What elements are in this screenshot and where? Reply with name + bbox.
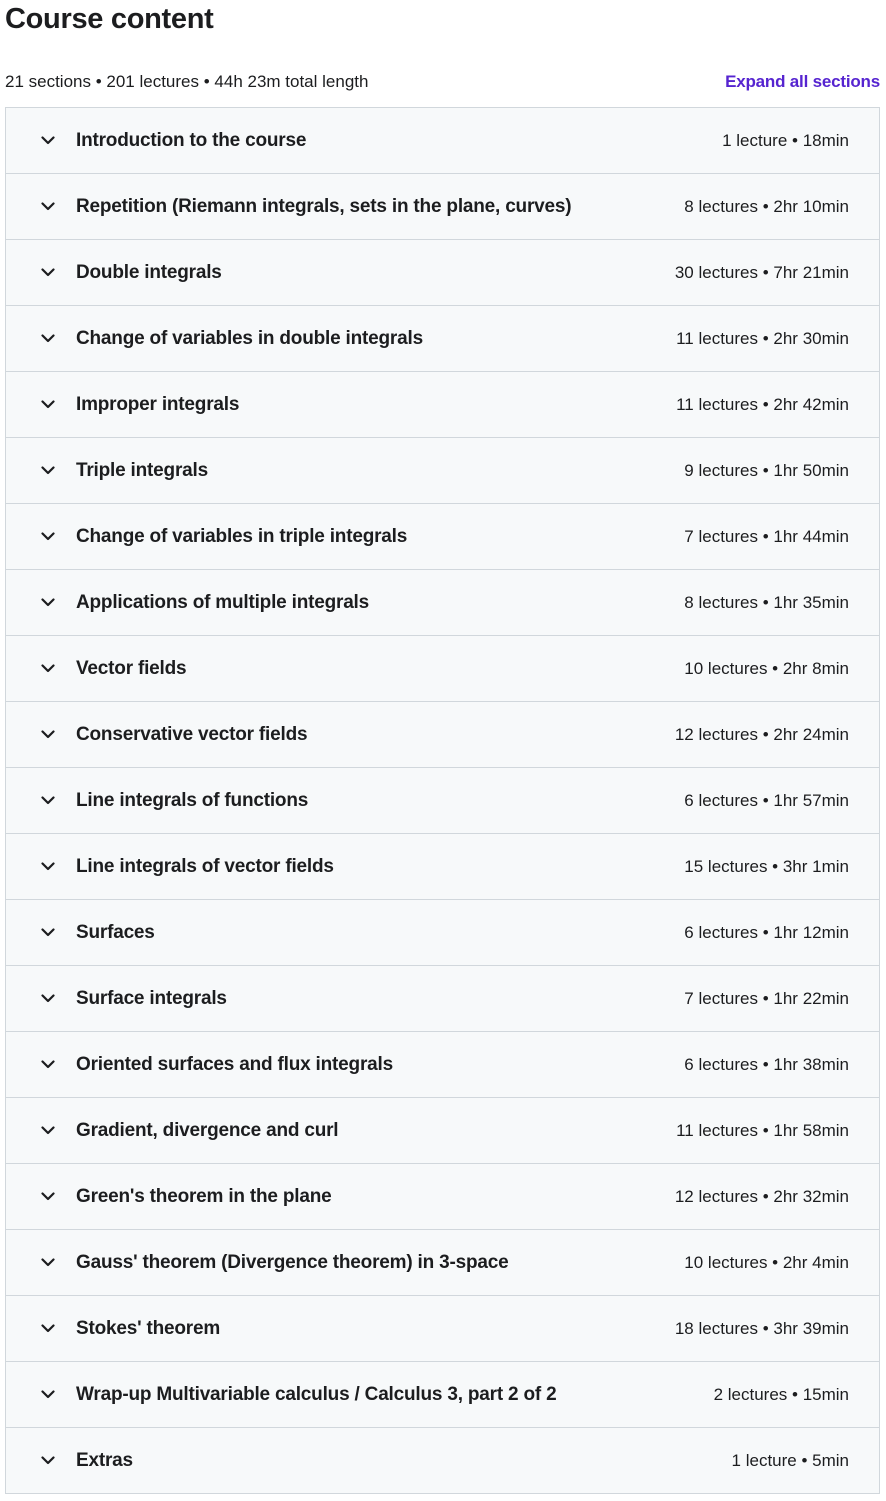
section-title: Stokes' theorem <box>76 1317 221 1339</box>
section-title: Applications of multiple integrals <box>76 591 370 613</box>
section-meta: 15 lectures • 3hr 1min <box>684 856 849 876</box>
chevron-down-icon <box>40 529 56 545</box>
section-list <box>5 107 880 1494</box>
section-row[interactable] <box>6 1164 879 1230</box>
section-meta: 6 lectures • 1hr 38min <box>684 1054 849 1074</box>
section-title: Green's theorem in the plane <box>76 1185 332 1207</box>
section-meta: 11 lectures • 2hr 30min <box>676 328 849 348</box>
chevron-down-icon <box>40 1387 56 1403</box>
chevron-down-icon <box>40 265 56 281</box>
section-title: Oriented surfaces and flux integrals <box>76 1053 393 1075</box>
section-meta: 6 lectures • 1hr 57min <box>684 790 849 810</box>
section-title: Introduction to the course <box>76 129 307 151</box>
section-title: Line integrals of vector fields <box>76 855 334 877</box>
chevron-down-icon <box>40 1189 56 1205</box>
section-title: Improper integrals <box>76 393 240 415</box>
section-title: Change of variables in triple integrals <box>76 525 408 547</box>
chevron-down-icon <box>40 727 56 743</box>
section-row[interactable] <box>6 1362 879 1428</box>
section-row[interactable] <box>6 504 879 570</box>
section-meta: 10 lectures • 2hr 8min <box>684 658 849 678</box>
section-meta: 30 lectures • 7hr 21min <box>674 262 849 282</box>
section-meta: 18 lectures • 3hr 39min <box>674 1318 849 1338</box>
section-title: Line integrals of functions <box>76 789 309 811</box>
chevron-down-icon <box>40 1123 56 1139</box>
chevron-down-icon <box>40 925 56 941</box>
section-meta: 10 lectures • 2hr 4min <box>684 1252 849 1272</box>
page-title: Course content <box>5 3 214 35</box>
chevron-down-icon <box>40 1321 56 1337</box>
chevron-down-icon <box>40 463 56 479</box>
chevron-down-icon <box>40 793 56 809</box>
section-title: Gauss' theorem (Divergence theorem) in 3-space <box>76 1251 509 1273</box>
section-row[interactable] <box>6 768 879 834</box>
section-meta: 1 lecture • 18min <box>722 130 849 150</box>
section-row[interactable] <box>6 1098 879 1164</box>
section-meta: 11 lectures • 2hr 42min <box>676 394 849 414</box>
section-row[interactable] <box>6 306 879 372</box>
section-row[interactable] <box>6 240 879 306</box>
chevron-down-icon <box>40 331 56 347</box>
section-title: Wrap-up Multivariable calculus / Calculus 3, part 2 of 2 <box>76 1383 557 1405</box>
section-row[interactable] <box>6 438 879 504</box>
section-title: Repetition (Riemann integrals, sets in the plane, curves) <box>76 195 572 217</box>
course-summary-bar <box>5 68 880 96</box>
section-row[interactable] <box>6 108 879 174</box>
section-title: Conservative vector fields <box>76 723 308 745</box>
section-title: Vector fields <box>76 657 187 679</box>
section-row[interactable] <box>6 636 879 702</box>
section-row[interactable] <box>6 372 879 438</box>
section-meta: 8 lectures • 2hr 10min <box>684 196 849 216</box>
section-meta: 6 lectures • 1hr 12min <box>684 922 849 942</box>
course-summary: 21 sections • 201 lectures • 44h 23m total length <box>5 72 369 91</box>
section-meta: 7 lectures • 1hr 22min <box>684 988 849 1008</box>
section-meta: 1 lecture • 5min <box>731 1450 849 1470</box>
section-meta: 7 lectures • 1hr 44min <box>684 526 849 546</box>
section-meta: 11 lectures • 1hr 58min <box>676 1120 849 1140</box>
section-row[interactable] <box>6 1032 879 1098</box>
section-title: Change of variables in double integrals <box>76 327 423 349</box>
chevron-down-icon <box>40 133 56 149</box>
chevron-down-icon <box>40 397 56 413</box>
section-row[interactable] <box>6 834 879 900</box>
section-row[interactable] <box>6 570 879 636</box>
section-meta: 9 lectures • 1hr 50min <box>684 460 849 480</box>
chevron-down-icon <box>40 1255 56 1271</box>
section-row[interactable] <box>6 1428 879 1494</box>
section-row[interactable] <box>6 966 879 1032</box>
section-row[interactable] <box>6 702 879 768</box>
section-title: Gradient, divergence and curl <box>76 1119 339 1141</box>
section-title: Surface integrals <box>76 987 227 1009</box>
chevron-down-icon <box>40 991 56 1007</box>
section-row[interactable] <box>6 1296 879 1362</box>
chevron-down-icon <box>40 595 56 611</box>
chevron-down-icon <box>40 661 56 677</box>
chevron-down-icon <box>40 859 56 875</box>
chevron-down-icon <box>40 1453 56 1469</box>
section-title: Double integrals <box>76 261 222 283</box>
section-row[interactable] <box>6 1230 879 1296</box>
expand-all-sections-button[interactable]: Expand all sections <box>725 72 880 91</box>
section-meta: 12 lectures • 2hr 24min <box>674 724 849 744</box>
section-meta: 12 lectures • 2hr 32min <box>674 1186 849 1206</box>
section-title: Extras <box>76 1449 133 1471</box>
section-meta: 2 lectures • 15min <box>713 1384 849 1404</box>
section-title: Surfaces <box>76 921 155 943</box>
chevron-down-icon <box>40 1057 56 1073</box>
section-row[interactable] <box>6 900 879 966</box>
section-meta: 8 lectures • 1hr 35min <box>684 592 849 612</box>
section-row[interactable] <box>6 174 879 240</box>
section-title: Triple integrals <box>76 459 208 481</box>
chevron-down-icon <box>40 199 56 215</box>
